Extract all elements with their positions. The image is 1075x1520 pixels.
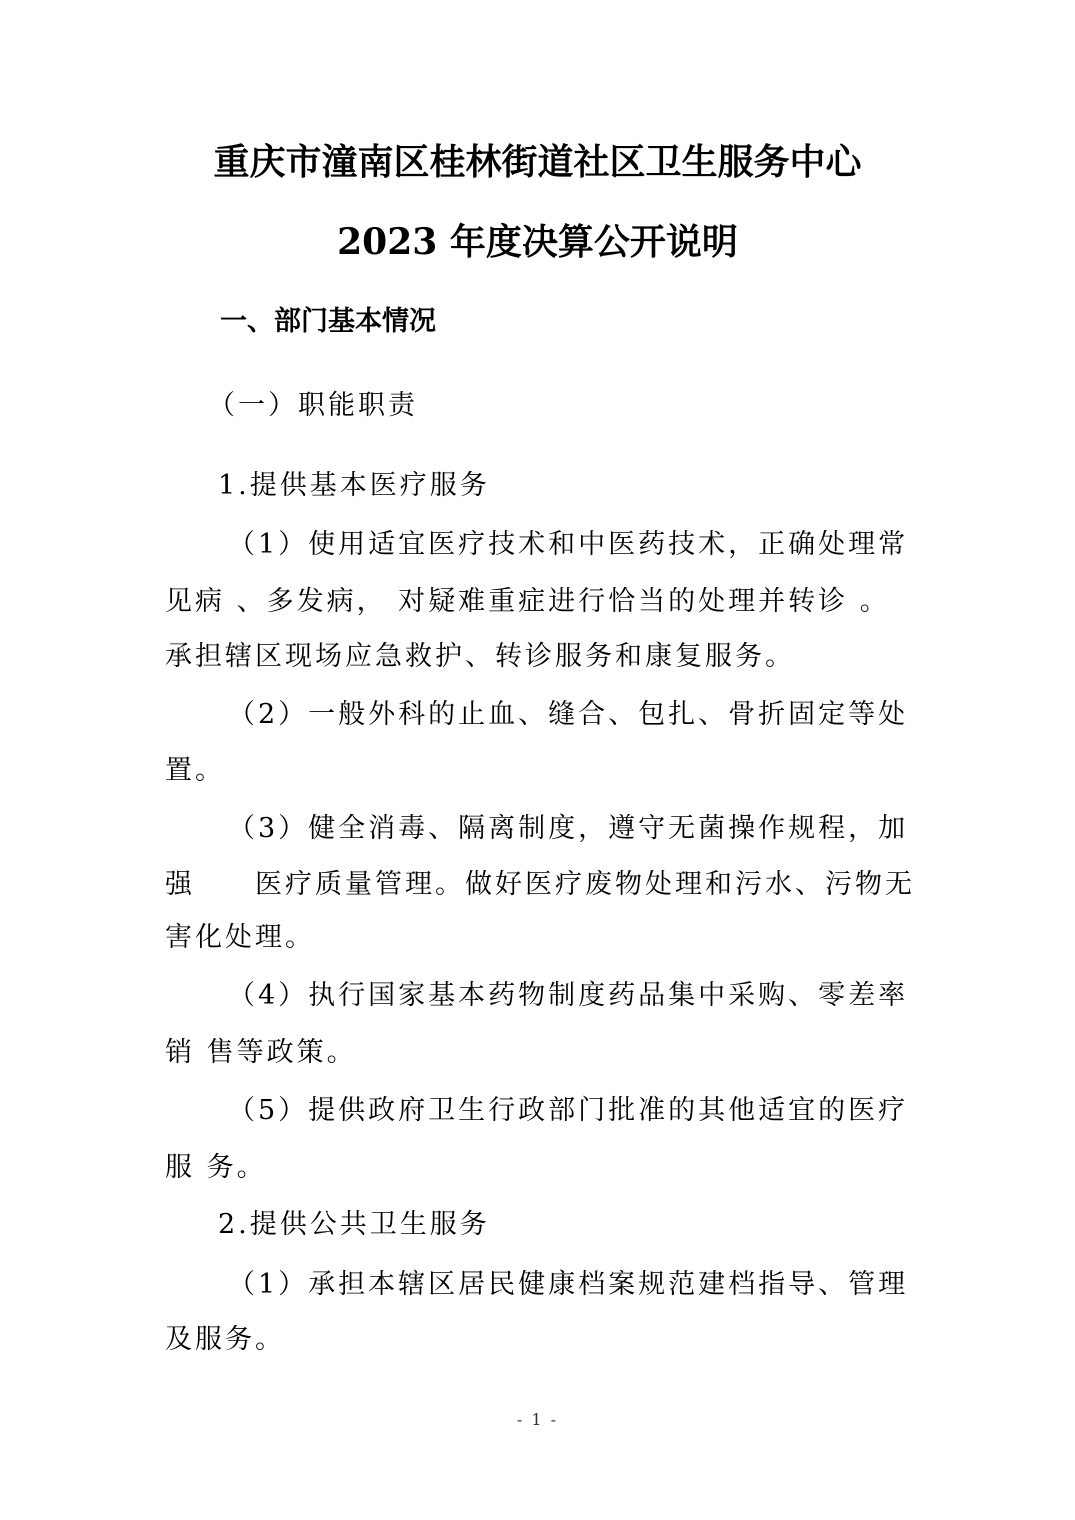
section-heading-basic-info: 一、部门基本情况 (220, 306, 436, 337)
paragraph-line: 见病 、多发病， 对疑难重症进行恰当的处理并转诊 。 (165, 586, 890, 617)
paragraph-line: （1）使用适宜医疗技术和中医药技术，正确处理常 (228, 529, 909, 560)
paragraph-line: 强 医疗质量管理。做好医疗废物处理和污水、污物无 (165, 869, 915, 900)
paragraph-line: 及服务。 (165, 1324, 285, 1355)
paragraph-line: （5）提供政府卫生行政部门批准的其他适宜的医疗 (228, 1095, 909, 1126)
paragraph-line: （3）健全消毒、隔离制度，遵守无菌操作规程，加 (228, 813, 909, 844)
paragraph-line: 服 务。 (165, 1152, 267, 1183)
paragraph-line: 害化处理。 (165, 922, 315, 953)
paragraph-line: （1）承担本辖区居民健康档案规范建档指导、管理 (228, 1269, 909, 1300)
document-title-line-2: 2023 年度决算公开说明 (337, 221, 738, 263)
subsection-heading-duties: （一）职能职责 (208, 390, 418, 421)
paragraph-line: （4）执行国家基本药物制度药品集中采购、零差率 (228, 980, 909, 1011)
paragraph-line: （2）一般外科的止血、缝合、包扎、骨折固定等处 (228, 699, 909, 730)
paragraph-line: 销 售等政策。 (165, 1037, 357, 1068)
item-heading-medical-services: 1.提供基本医疗服务 (218, 470, 490, 501)
page-number: - 1 - (516, 1410, 559, 1429)
paragraph-line: 承担辖区现场应急救护、转诊服务和康复服务。 (165, 641, 795, 672)
item-heading-public-health: 2.提供公共卫生服务 (218, 1209, 490, 1240)
document-title-line-1: 重庆市潼南区桂林街道社区卫生服务中心 (213, 141, 862, 183)
paragraph-line: 置。 (165, 755, 225, 786)
